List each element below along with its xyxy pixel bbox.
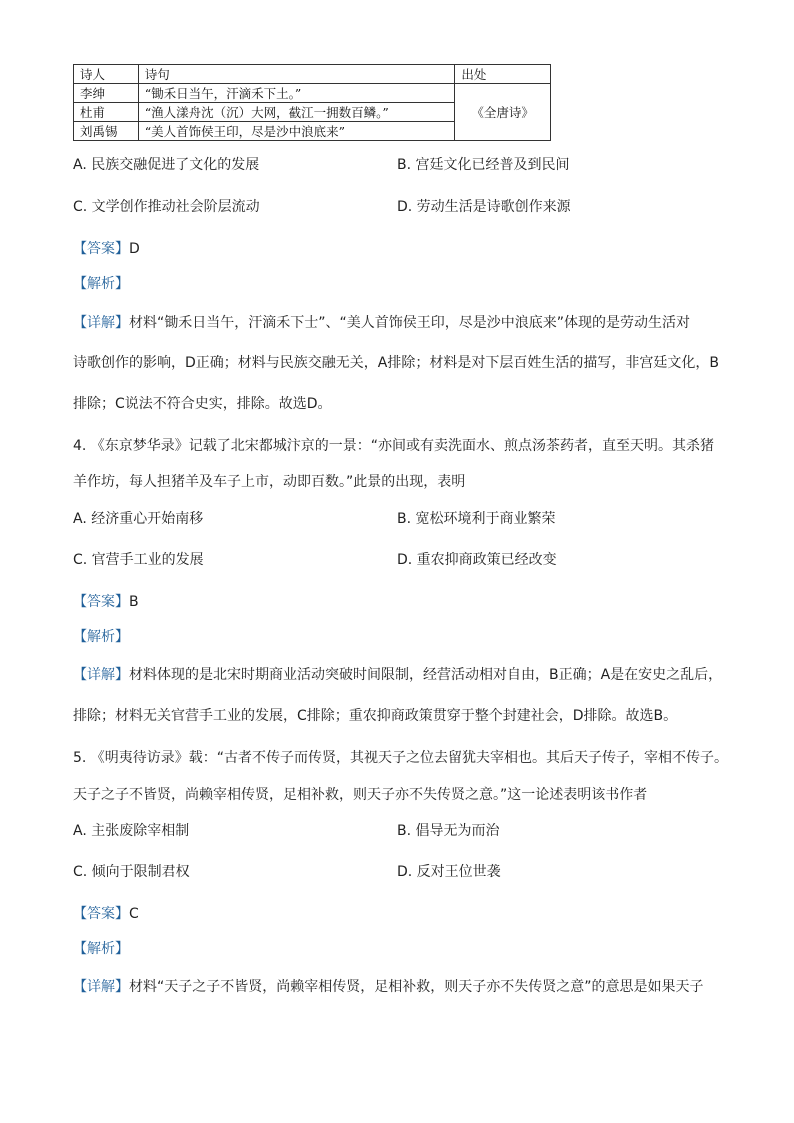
option-b: B. 倡导无为而治 [397, 823, 500, 839]
detail-line [73, 977, 704, 997]
source-cell: 《全唐诗》 [455, 84, 551, 141]
detail-text: 材料“锄禾日当午，汗滴禾下士”、“美人首饰侯王印，尽是沙中浪底来”体现的是劳动生活对 [129, 315, 691, 331]
answer-value: B [129, 594, 139, 610]
detail-text: 材料体现的是北宋时期商业活动突破时间限制，经营活动相对自由，B正确；A是在安史之乱后， [129, 667, 723, 683]
analysis-line [73, 939, 129, 959]
option-a: A. 经济重心开始南移 [73, 511, 204, 527]
answer-label: 【答案】 [73, 241, 129, 257]
detail-text: 材料“天子之子不皆贤，尚赖宰相传贤，足相补救，则天子亦不失传贤之意”的意思是如果天子 [129, 979, 704, 995]
analysis-line [73, 627, 129, 647]
analysis-label: 【解析】 [73, 276, 129, 292]
option-b: B. 宫廷文化已经普及到民间 [397, 157, 570, 173]
option-a: A. 民族交融促进了文化的发展 [73, 157, 260, 173]
table-header-cell: 出处 [455, 65, 551, 84]
verse-cell: “渔人漾舟沈（沉）大网，截江一拥数百鳞。” [138, 103, 455, 122]
answer-value: D [129, 241, 140, 257]
option-a: A. 主张废除宰相制 [73, 823, 190, 839]
answer-line [73, 239, 140, 259]
question-stem: 天子之子不皆贤，尚赖宰相传贤，足相补救，则天子亦不失传贤之意。”这一论述表明该书作者 [73, 787, 648, 803]
option-c: C. 官营手工业的发展 [73, 552, 204, 568]
question-stem: 4. 《东京梦华录》记载了北宋都城汴京的一景：“亦间或有卖洗面水、煎点汤茶药者，直至天明。其杀猪 [73, 438, 715, 454]
option-d: D. 重农抑商政策已经改变 [397, 552, 557, 568]
poet-cell: 李绅 [74, 84, 139, 103]
option-d: D. 反对王位世袭 [397, 864, 501, 880]
detail-line [73, 665, 722, 685]
detail-text: 诗歌创作的影响，D正确；材料与民族交融无关，A排除；材料是对下层百姓生活的描写，非宫廷文化，B [73, 355, 719, 371]
analysis-line [73, 274, 129, 294]
poet-cell: 刘禹锡 [74, 122, 139, 141]
verse-cell: “锄禾日当午，汗滴禾下土。” [138, 84, 455, 103]
poem-table [73, 64, 551, 141]
detail-label: 【详解】 [73, 979, 129, 995]
detail-line [73, 313, 690, 333]
detail-label: 【详解】 [73, 315, 129, 331]
answer-line [73, 592, 139, 612]
detail-label: 【详解】 [73, 667, 129, 683]
table-header-cell: 诗句 [138, 65, 455, 84]
answer-line [73, 904, 139, 924]
analysis-label: 【解析】 [73, 941, 129, 957]
poet-cell: 杜甫 [74, 103, 139, 122]
table-header-row [74, 65, 551, 84]
detail-text: 排除；C说法不符合史实，排除。故选D。 [73, 396, 332, 412]
answer-value: C [129, 906, 139, 922]
table-row [74, 84, 551, 103]
question-stem: 羊作坊，每人担猪羊及车子上市，动即百数。”此景的出现，表明 [73, 474, 466, 490]
table-header-cell: 诗人 [74, 65, 139, 84]
option-b: B. 宽松环境利于商业繁荣 [397, 511, 556, 527]
question-stem: 5. 《明夷待访录》载：“古者不传子而传贤，其视天子之位去留犹夫宰相也。其后天子传子，宰相不传子。 [73, 750, 729, 766]
detail-text: 排除；材料无关官营手工业的发展，C排除；重农抑商政策贯穿于整个封建社会，D排除。故选B。 [73, 708, 678, 724]
analysis-label: 【解析】 [73, 629, 129, 645]
option-c: C. 文学创作推动社会阶层流动 [73, 199, 260, 215]
option-d: D. 劳动生活是诗歌创作来源 [397, 199, 571, 215]
verse-cell: “美人首饰侯王印，尽是沙中浪底来” [138, 122, 455, 141]
answer-label: 【答案】 [73, 594, 129, 610]
answer-label: 【答案】 [73, 906, 129, 922]
option-c: C. 倾向于限制君权 [73, 864, 190, 880]
